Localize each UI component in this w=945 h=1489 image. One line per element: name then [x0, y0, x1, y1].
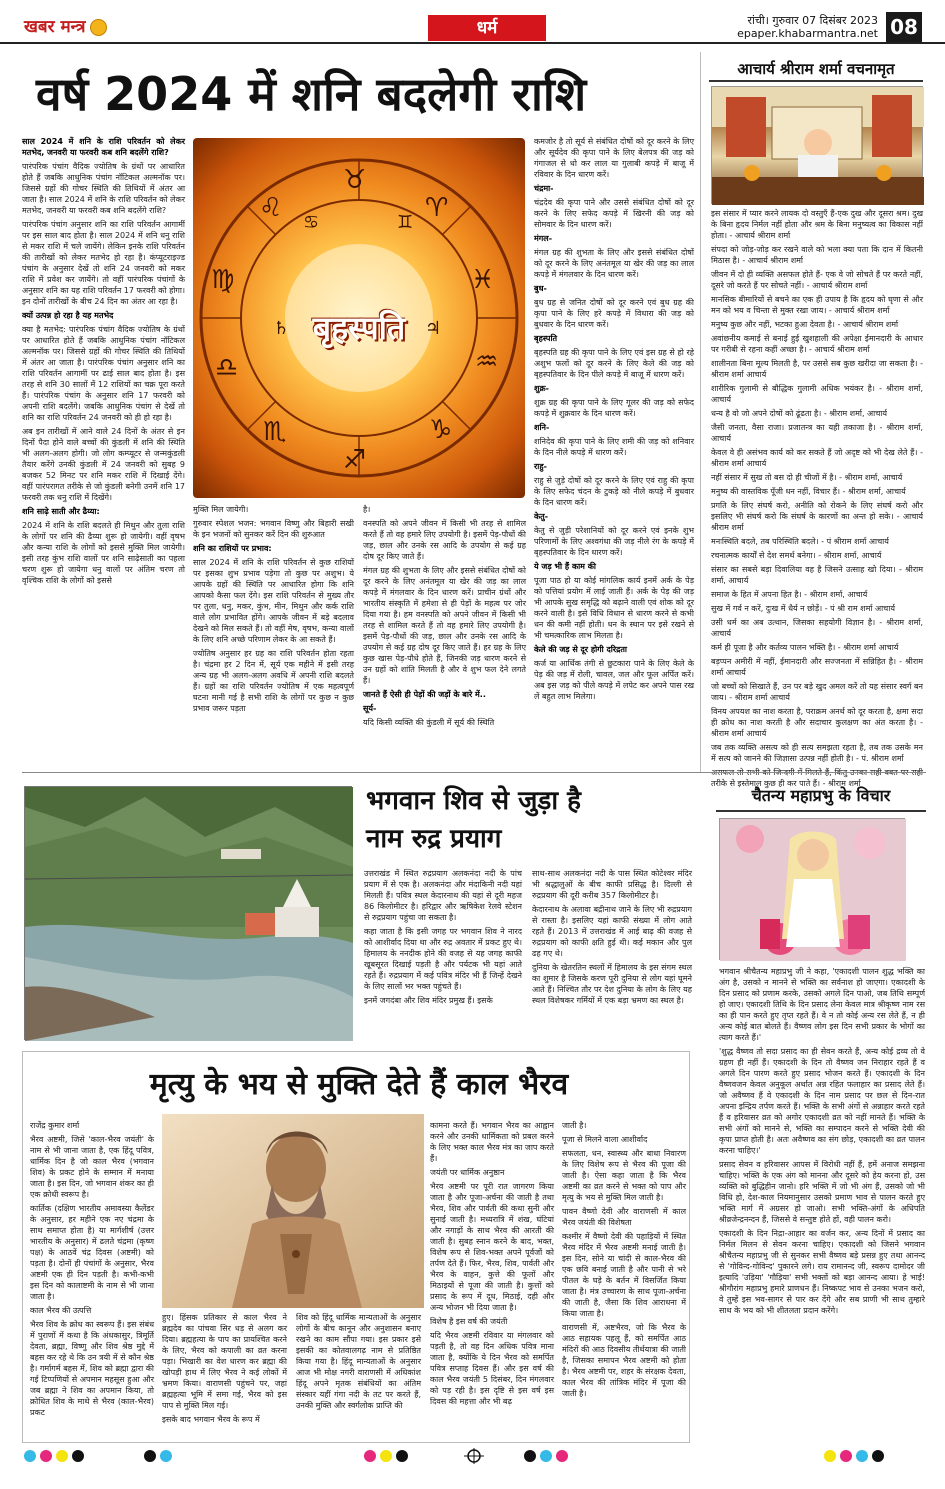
- paragraph: वनस्पति को अपने जीवन में किसी भी तरह से शामिल करते हैं तो वह हमारे लिए उपयोगी है। इसमें पेड़-पौधों की जड़, छाल और उनके रस आदि के उपयोग से कई ग्रह दोष दूर किए जाते हैं।: [363, 519, 526, 561]
- paragraph: कर्म ही पूजा है और कर्तव्य पालन भक्ति है। - श्रीराम शर्मा आचार्य: [711, 643, 899, 652]
- paragraph: इसके बाद भगवान भैरव के रूप में: [162, 1415, 260, 1424]
- subheading: ये जड़ भी हैं काम की: [534, 562, 596, 571]
- paragraph: भैरव शिव के क्रोध का स्वरूप हैं। इस संबंध में पुराणों में कथा है कि अंधकासुर, त्रिमूर्ति देवता, ब्रह्मा, विष्णु और शिव श्रेष्ठ मुद्दे में बहस कर रहे थे कि उन त्रयी में से कौन श्रेष्ठ है। गर्मागर्म बहस में, शिव को ब्रह्मा द्वारा की गई टिप्पणियों से अपमान महसूस हुआ और जब ब्रह्मा ने शिव का अपमान किया, तो क्रोधित शिव के माथे से भैरव (काल-भैरव) प्रकट: [30, 1320, 154, 1417]
- paragraph: यदि भैरव अष्टमी रविवार या मंगलवार को पड़ती है, तो वह दिन अधिक पवित्र माना जाता है, क्योंकि ये दिन भैरव को समर्पित पवित्र सप्ताह दिवस हैं। और इस वर्ष की काल भैरव जयंती 5 दिसंबर, दिन मंगलवार को पड़ रही है। इस दृष्टि से इस वर्ष इस दिवस की महत्ता और भी बढ़: [430, 1331, 554, 1406]
- paragraph: साथ-साथ अलकनंदा नदी के पास स्थित कोटेश्वर मंदिर भी श्रद्धालुओं के बीच काफी प्रसिद्ध है। दिल्ली से रुद्रप्रयाग की दूरी करीब 357 किलोमीटर है।: [532, 869, 692, 900]
- paragraph: कहा जाता है कि इसी जगह पर भगवान शिव ने नारद को आशीर्वाद दिया था और रुद्र अवतार में प्रकट हुए थे। हिमालय के ननदीक होने की वजह से यह जगह काफी खूबसूरत दिखाई पड़ती है और पर्यटक भी यहां आते रहते हैं। रुद्रप्रयाग में कई पवित्र मंदिर भी हैं जिन्हें देखने के लिए सालों भर भक्त पहुंचते हैं।: [364, 927, 522, 991]
- subheading: साल 2024 में शनि के राशि परिवर्तन को लेकर मतभेद, जनवरी या फरवरी कब शनि बदलेंगे राशि?: [22, 137, 185, 157]
- magenta-dot: [556, 1450, 568, 1462]
- zodiac-wheel-image: [193, 138, 525, 498]
- subheading: शनि-: [534, 423, 550, 432]
- paragraph: सफलता, धन, स्वास्थ्य और बाधा निवारण के लिए विशेष रूप से भैरव की पूजा की जाती है। ऐसा कहा जाता है कि भैरव अष्टमी का व्रत करने से भक्त को पाप और मृत्यु के भय से मुक्ति मिल जाती है।: [562, 1149, 686, 1202]
- paragraph: केदारनाथ के अलावा बद्रीनाथ जाने के लिए भी रुद्रप्रयाग से रास्ता है। इसलिए यहां काफी संख्या में लोग आते रहते हैं। 2013 में उत्तराखंड में आई बाढ़ की वजह से रुद्रप्रयाग को काफी क्षति हुई थी। कई मकान और पुल ढह गए थे।: [532, 905, 692, 958]
- yellow-dot: [56, 1450, 68, 1462]
- paragraph: चंद्रदेव की कृपा पाने और उससे संबंधित दोषों को दूर करने के लिए सफेद कपड़े में खिरनी की जड़ को सोमवार के दिन धारण करें।: [534, 198, 694, 229]
- paragraph: पूजा से मिलने वाला आशीर्वाद: [562, 1135, 648, 1144]
- subheading: जानते हैं ऐसी ही पेड़ों की जड़ों के बारे में..: [363, 690, 486, 699]
- subheading: बुध-: [534, 284, 547, 293]
- dateline: [700, 14, 878, 40]
- paragraph: काल भैरव की उत्पत्ति: [30, 1306, 92, 1315]
- section-divider-1: [22, 772, 926, 773]
- chaitanya-title: चैतन्य महाप्रभु के विचार: [716, 780, 926, 812]
- paragraph: संसार का सबसे बड़ा दिवालिया वह है जिसने उत्साह खो दिया। - श्रीराम शर्मा, आचार्य: [711, 565, 923, 585]
- logo-text: खबर मन्त्र: [24, 17, 86, 37]
- paragraph: जो बच्चों को सिखाते हैं, उन पर बड़े खुद अमल करें तो यह संसार स्वर्ग बन जाय। - श्रीराम शर्मा आचार्य: [711, 682, 923, 702]
- paragraph: रचनात्मक कार्यों से देश समर्थ बनेगा। - श्रीराम शर्मा, आचार्य: [711, 551, 882, 560]
- paragraph: जीवन में दो ही व्यक्ति असफल होते हैं- एक वे जो सोचते हैं पर करते नहीं, दूसरे जो करते हैं पर सोचते नहीं। - आचार्य श्रीराम शर्मा: [711, 270, 923, 290]
- paragraph: कामना करते हैं। भगवान भैरव का आह्वान करने और उनकी धार्मिकता को प्रबल करने के लिए भक्त काल भैरव मंत्र का जाप करते हैं।: [430, 1121, 554, 1163]
- paragraph: प्रसाद सेवन व हरिवासर आपस में विरोधी नहीं हैं, हमें अनाज समझना चाहिए। भक्ति के एक अंग को मानना और दूसरे को हेय करना हो, उस व्यक्ति को बुद्धिहीन जानो। हरि भक्ति में जो भी अंग हैं, उसको जो भी विधि हो, देश-काल नियमानुसार उसको प्रमाण भाव से पालन करते हुए भक्ति मार्ग में अग्रसर हो जाओ। सभी भक्ति-अंगों के अधिपति श्रीव्रजेन्द्रनन्दन हैं, जिससे वे सन्तुष्ट होते हों, वही पालन करो।: [719, 1160, 925, 1224]
- paragraph: राजेंद्र कुमार शर्मा: [30, 1121, 80, 1130]
- paragraph: बृहस्पति ग्रह की कृपा पाने के लिए एवं इस ग्रह से हो रहे अशुभ फलों को दूर करने के लिए केले की जड़ को बृहस्पतिवार के दिन पीले कपड़े में बाजू में धारण करें।: [534, 348, 694, 379]
- paragraph: नहीं संसार में सुख तो बस दो ही चीजों में है। - श्रीराम शर्मा, आचार्य: [711, 473, 903, 482]
- shiv-column-1: [364, 868, 522, 1036]
- subheading: सूर्य-: [363, 704, 377, 713]
- logo-badge-icon: [90, 19, 107, 36]
- paragraph: 2024 में शनि के राशि बदलते ही मिथुन और तुला राशि के लोगों पर शनि की ढैय्या शुरू हो जायेगी। वहीं वृषभ और कन्या राशि के लोगों को इससे मुक्ति मिल जायेगी। इसी तरह कुंभ राशि वालों पर शनि साढ़ेसाती का पहला चरण शुरू हो जायेगा धनु वालों पर अंतिम चरण तो वृश्चिक राशि के लोगों को इससे: [22, 521, 185, 585]
- chaitanya-photo: [719, 818, 905, 960]
- black-dot: [872, 1450, 884, 1462]
- subheading: केले की जड़ से दूर होगी दरिद्रता: [534, 645, 628, 654]
- kaal-column-2: [162, 1312, 287, 1438]
- newspaper-logo[interactable]: [24, 14, 107, 37]
- paragraph: उसी धर्म का अब उत्थान, जिसका सहयोगी विज्ञान है। - श्रीराम शर्मा, आचार्य: [711, 618, 923, 638]
- subheading: क्यों उत्पन्न हो रहा है यह मतभेद: [22, 311, 114, 320]
- paragraph: भैरव अष्टमी पर पूरी रात जागरण किया जाता है और पूजा-अर्चना की जाती है तथा भैरव, शिव और पार्वती की कथा सुनी और सुनाई जाती है। मध्यरात्रि में शंख, घंटियां और नगाड़ों के साथ भैरव की आरती की जाती है। सुबह स्नान करने के बाद, भक्त, विशेष रूप से शिव-भक्त अपने पूर्वजों को तर्पण देते हैं। फिर, भैरव, शिव, पार्वती और भैरव के वाहन, कुत्ते की फूलों और मिठाइयों से पूजा की जाती है। कुत्तों को प्रसाद के रूप में दूध, मिठाई, दही और अन्य भोजन भी दिया जाता है।: [430, 1182, 554, 1312]
- paragraph: कर्ज या आर्थिक तंगी से छुटकारा पाने के लिए केले के पेड़ की जड़ में रोली, चावल, जल और फूल अर्पित करें। अब इस जड़ को पीले कपड़े में लपेट कर अपने पास रख लें बहुत लाभ मिलेगा।: [534, 659, 694, 701]
- paragraph: शनिदेव की कृपा पाने के लिए शमी की जड़ को शनिवार के दिन नीले कपड़े में धारण करें।: [534, 437, 694, 457]
- paragraph: जाती है।: [562, 1121, 587, 1130]
- kaal-column-3: [296, 1312, 421, 1438]
- cyan-dot: [856, 1450, 868, 1462]
- paragraph: जयंती पर धार्मिक अनुष्ठान: [430, 1168, 505, 1177]
- svg-text:♑: ♑: [429, 415, 453, 445]
- yellow-dot: [824, 1450, 836, 1462]
- paragraph: कमजोर है तो सूर्य से संबंधित दोषों को दूर करने के लिए और सूर्यदेव की कृपा पाने के लिए बेलपत्र की जड़ को गंगाजल से धो कर लाल या गुलाबी कपड़े में बाजू में रविवार के दिन धारण करें।: [534, 137, 694, 179]
- chaitanya-photo-graphic: [720, 819, 906, 961]
- paragraph: पारंपरिक पंचांग वैदिक ज्योतिष के ग्रंथों पर आधारित होते हैं जबकि आधुनिक पंचांग नॉटिकल अल्मनॉक पर। जिससे ग्रहों की गोचर स्थिति की तिथियों में अंतर आ जाता है। साल 2024 में शनि के राशि परिवर्तन को लेकर मतभेद, जनवरी या फरवरी कब शनि बदलेंगे राशि?: [22, 162, 185, 215]
- paragraph: मानसिक बीमारियों से बचने का एक ही उपाय है कि हृदय को घृणा से और मन को भय व चिन्ता से मुक्त रखा जाय। - आचार्य श्रीराम शर्मा: [711, 295, 923, 315]
- black-dot: [524, 1450, 536, 1462]
- kaal-column-4: [430, 1120, 554, 1438]
- paragraph: शारीरिक गुलामी से बौद्धिक गुलामी अधिक भयंकर है। - श्रीराम शर्मा, आचार्य: [711, 384, 923, 404]
- paragraph: हुए। हिंसक प्रतिकार से काल भैरव ने ब्रह्मदेव का पांचवा सिर धड़ से अलग कर दिया। ब्रह्महत्या के पाप का प्रायश्चित करने के लिए, भैरव को कपाली का व्रत करना पड़ा। भिखारी का वेश धारण कर ब्रह्मा की खोपड़ी हाथ में लिए भैरव ने कई लोकों में भ्रमण किया। वाराणसी पहुंचने पर, जहां ब्रह्महत्या भूमि में समा गई, भैरव को इस पाप से मुक्ति मिल गई।: [162, 1313, 287, 1410]
- lead-column-4: [534, 136, 694, 758]
- black-dot: [396, 1450, 408, 1462]
- sidebar-title: आचार्य श्रीराम शर्मा वचनामृत: [709, 56, 923, 82]
- paragraph: विशेष है इस वर्ष की जयंती: [430, 1317, 508, 1326]
- paragraph: मनःस्थिति बदले, तब परिस्थिति बदले। - पं श्रीराम शर्मा आचार्य: [711, 537, 889, 546]
- shiv-headline: [366, 782, 696, 858]
- paragraph: बुध ग्रह से जनित दोषों को दूर करने एवं बुध ग्रह की कृपा पाने के लिए हरे कपड़े में विधारा की जड़ को बुधवार के दिन धारण करें।: [534, 298, 694, 329]
- magenta-dot: [364, 1450, 376, 1462]
- paragraph: शालीनता बिना मूल्य मिलती है, पर उससे सब कुछ खरीदा जा सकता है। - श्रीराम शर्मा आचार्य: [711, 359, 923, 379]
- paragraph: कार्तिक (दक्षिण भारतीय अमावस्या कैलेंडर के अनुसार, हर महीने एक नए चंद्रमा के साथ समाप्त होता है) या मार्गशीर्ष (उत्तर भारतीय के अनुसार) में ढलते चंद्रमा (कृष्ण पक्ष) के आठवें चंद्र दिवस (अष्टमी) को पड़ता है। दोनों ही पंचांगों के अनुसार, भैरव अष्टमी एक ही दिन पड़ती है। कभी-कभी इस दिन को कालाष्टमी के नाम से भी जाना जाता है।: [30, 1204, 154, 1301]
- paragraph: पावन वैष्णो देवी और वाराणसी में काल भैरव जयंती की विशेषता: [562, 1207, 686, 1227]
- paragraph: कश्मीर में वैष्णो देवी की पहाड़ियों में स्थित भैरव मंदिर में भैरव अष्टमी मनाई जाती है। इस दिन, सोने या चांदी से काल-भैरव की एक छवि बनाई जाती है और पानी से भरे पीतल के घड़े के बर्तन में विसर्जित किया जाता है। मंत्र उच्चारण के साथ पूजा-अर्चना की जाती है, जैसा कि शिव आराधना में किया जाता है।: [562, 1232, 686, 1318]
- paragraph: अब इन तारीखों में आने वाले 24 दिनों के अंतर से इन दिनों पैदा होने वाले बच्चों की कुंडली में शनि की स्थिति भी अलग-अलग होगी। जो लोग कम्प्यूटर से जन्मकुंडली तैयार करेंगे उनकी कुंडली में 24 जनवरी को सुबह 9 बजकर 52 मिनट पर शनि मकर राशि में दिखाई देंगे। वहीं पारंपरागत तरीके से जो कुंडली बनेगी उनमें शनि 17 फरवरी तक धनु राशि में दिखेंगे।: [22, 427, 185, 502]
- cyan-dot: [540, 1450, 552, 1462]
- subheading: केतु-: [534, 512, 549, 521]
- paragraph: दुनिया के खेतरतिन स्थलों में हिमालय के इस संगम स्थल का शुमार है जिसके करण पूरी दुनिया से लोग यहां घूमने आते हैं। निश्चित तौर पर देश दुनिया के लोग के लिए यह स्थल विशेषकर गर्मियों में एक बड़ा भ्रमण का स्थल है।: [532, 963, 692, 1005]
- svg-text:♏: ♏: [263, 417, 287, 447]
- svg-text:♍: ♍: [211, 265, 235, 295]
- sadhu-photo-graphic: [162, 1114, 424, 1308]
- paragraph: साल 2024 में शनि के राशि परिवर्तन से कुछ राशियों पर इसका शुभ प्रभाव पड़ेगा तो कुछ पर अशुभ। ये आपके ग्रहों की स्थिति पर आधारित होगा कि शनि आपको कैसा फल देंगे। इस राशि परिवर्तन से मुख्य तौर पर तुला, धनु, मकर, कुंभ, मीन, मिथुन और कर्क राशि वाले लोग प्रभावित होंगे। आपके जीवन में बड़े बदलाव देखने को मिल सकते हैं। तो वहीं मेष, वृषभ, कन्या वालों के लिए शनि अच्छे परिणाम लेकर के आ सकते हैं।: [193, 558, 354, 644]
- paragraph: समाज के हित में अपना हित है। - श्रीराम शर्मा, आचार्य: [711, 590, 868, 599]
- rudraprayag-photo-graphic: [25, 787, 353, 1041]
- svg-text:♌: ♌: [259, 193, 283, 223]
- lead-column-1: [22, 136, 185, 758]
- chaitanya-text: [719, 966, 925, 1444]
- shiv-column-2: [532, 868, 692, 1036]
- svg-text:♉: ♉: [343, 165, 367, 195]
- rudraprayag-photo: [24, 786, 352, 1040]
- svg-text:♈: ♈: [425, 193, 449, 223]
- paragraph: भगवान श्रीचैतन्य महाप्रभु जी ने कहा, 'एकादशी पालन शुद्ध भक्ति का अंग है, उसको न मानने से भक्ति का सर्वनाश हो जाएगा। एकादशी के दिन प्रसाद को प्रणाम करके, उसको अगले दिन पाओ, जब तिथि सम्पूर्ण हो जाए। एकादशी तिथि के दिन प्रसाद लेना केवल मात्र श्रीकृष्ण नाम रस का ही पान करते हुए तृप्त रहते हैं। वे न तो कोई अन्य रस लेते हैं, न ही अन्य कोई बात बोलते हैं। वैष्णव लोग इस दिन सभी प्रकार के भोगों का त्याग करते हैं।': [719, 967, 925, 1042]
- acharya-photo-graphic: [712, 87, 924, 205]
- paragraph: मंगल ग्रह की शुभता के लिए और इससे संबंधित दोषों को दूर करने के लिए अनंतमूल या खेर की जड़ का लाल कपड़े में मंगलवार के दिन धारण करें। प्राचीन ग्रंथों और भारतीय संस्कृति में हमेशा से ही पेड़ों के महत्व पर जोर दिया गया है। हम वनस्पति को अपने जीवन में किसी भी तरह से शामिल करते हैं तो वह हमारे लिए उपयोगी है। इसमें पेड़-पौधों की जड़, छाल और उनके रस आदि के उपयोग से कई ग्रह दोष दूर किए जाते हैं। हर ग्रह के लिए कुछ खास पेड़-पौधे होते हैं, जिनकी जड़ धारण करने से उन ग्रहों को शांति मिलती है और वे शुभ फल देने लगते हैं।: [363, 566, 526, 685]
- paragraph: है।: [363, 505, 371, 514]
- svg-text:♐: ♐: [343, 445, 367, 475]
- paragraph: प्रगति के लिए संघर्ष करो, अनीति को रोकने के लिए संघर्ष करो और इसलिए भी संघर्ष करो कि संघर्ष के कारणों का अन्त हो सके। - आचार्य श्रीराम शर्मा: [711, 501, 923, 532]
- paragraph: राहु से जुड़े दोषों को दूर करने के लिए एवं राहु की कृपा के लिए सफेद चंदन के टुकड़े को नीले कपड़े में बुधवार के दिन धारण करें।: [534, 476, 694, 507]
- paragraph: मंगल ग्रह की शुभता के लिए और इससे संबंधित दोषों को दूर करने के लिए अनंतमूल या खेर की जड़ का लाल कपड़े में मंगलवार के दिन धारण करें।: [534, 248, 694, 279]
- shiv-headline-line-1: भगवान शिव से जुड़ा है: [366, 786, 581, 816]
- paragraph: ज्योतिष अनुसार हर ग्रह का राशि परिवर्तन होता रहता है। चंद्रमा हर 2 दिन में, सूर्य एक महीने में इसी तरह अन्य ग्रह भी अलग-अलग अवधि में अपनी राशि बदलते हैं। ग्रहों का राशि परिवर्तन ज्योतिष में एक महत्वपूर्ण घटना मानी गई है सभी राशि के लोगों पर कुछ न कुछ प्रभाव जरूर पड़ता: [193, 649, 354, 713]
- brihaspati-label: बृहस्पति: [312, 309, 406, 347]
- svg-text:♋: ♋: [303, 212, 320, 233]
- svg-text:♒: ♒: [475, 347, 499, 377]
- paragraph: पूजा पाठ हो या कोई मांगलिक कार्य इनमें अर्क के पेड़ को पत्तियां प्रयोग में लाई जाती हैं। अर्क के पेड़ की जड़ भी आपके सुख समृद्धि को बढ़ाने वाली एवं शोक को दूर करने वाली है। इसे विधि विधान से धारण करने से कभी धन की कमी नहीं होती। धन के स्थान पर इसे रखने से भी चमत्कारिक लाभ मिलता है।: [534, 576, 694, 640]
- acharya-photo: [711, 86, 923, 204]
- paragraph: इस संसार में प्यार करने लायक दो वस्तुएँ हैं-एक दुख और दूसरा श्रम। दुख के बिना हृदय निर्मल नहीं होता और श्रम के बिना मनुष्यत्व का विकास नहीं होता। - आचार्य श्रीराम शर्मा: [711, 209, 923, 240]
- print-registration-marks: [24, 1448, 924, 1464]
- paragraph: संपदा को जोड़-जोड़ कर रखने वाले को भला क्या पता कि दान में कितनी मिठास है। - आचार्य श्रीराम शर्मा: [711, 245, 923, 265]
- paragraph: अवांछनीय कमाई से बनाई हुई खुशहाली की अपेक्षा ईमानदारी के आधार पर गरीबी से रहना कहीं अच्छा है। - आचार्य श्रीराम शर्मा: [711, 334, 923, 354]
- paragraph: बड़प्पन अमीरी में नहीं, ईमानदारी और सज्जनता में सन्निहित है। - श्रीराम शर्मा आचार्य: [711, 657, 923, 677]
- paragraph: विनय अपयश का नाश करता है, पराक्रम अनर्थ को दूर करता है, क्षमा सदा ही क्रोध का नाश करती है और सदाचार कुलक्षण का अंत करता है। - श्रीराम शर्मा आचार्य: [711, 707, 923, 738]
- paragraph: धन्य है वो जो अपने दोषों को ढूंढता है। - श्रीराम शर्मा, आचार्य: [711, 409, 888, 418]
- paragraph: केतु से जुड़ी परेशानियों को दूर करने एवं इनके शुभ परिणामों के लिए अश्वगंधा की जड़ नीले रंग के कपड़े में बृहस्पतिवार के दिन धारण करें।: [534, 526, 694, 557]
- paragraph: मनुष्य की वास्तविक पूँजी धन नहीं, विचार हैं। - श्रीराम शर्मा, आचार्य: [711, 487, 906, 496]
- paragraph: केवल वे ही असंभव कार्य को कर सकते हैं जो अदृष्ट को भी देख लेते हैं। - श्रीराम शर्मा आचार्य: [711, 448, 923, 468]
- section-tag: धर्म: [428, 15, 546, 41]
- paragraph: सुख में गर्व न करें, दुःख में धैर्य न छोड़ें। - पं श्री राम शर्मा आचार्य: [711, 604, 895, 613]
- lead-column-2: [193, 504, 354, 758]
- subheading: राहु-: [534, 462, 547, 471]
- subheading: शनि का राशियों पर प्रभाव:: [193, 544, 272, 553]
- paragraph: जब तक व्यक्ति असत्य को ही सत्य समझता रहता है, तब तक उसके मन में सत्य को जानने की जिज्ञासा उत्पन्न नहीं होती है। - पं. श्रीराम शर्मा: [711, 743, 923, 763]
- subheading: मंगल-: [534, 234, 553, 243]
- cyan-dot: [160, 1450, 172, 1462]
- masthead: [0, 0, 945, 44]
- site-link[interactable]: epaper.khabarmantra.net: [737, 27, 878, 40]
- paragraph: भैरव अष्टमी, जिसे 'काल-भैरव जयंती' के नाम से भी जाना जाता है, एक हिंदू पवित्र, धार्मिक दिन है जो काल भैरव (भगवान शिव) के प्रकट होने के सम्मान में मनाया जाता है। इस दिन, जो भगवान शंकर का ही एक क्रोधी स्वरूप है।: [30, 1135, 154, 1199]
- magenta-dot: [840, 1450, 852, 1462]
- paragraph: वाराणसी में, अष्टभैरव, जो कि भैरव के आठ सहायक पहलू हैं, को समर्पित आठ मंदिरों की आठ दिवसीय तीर्थयात्रा की जाती है, जिसका समापन भैरव अष्टमी को होता है। भैरव अष्टमी पर, शहर के संरक्षक देवता, काल भैरव की तांत्रिक मंदिर में पूजा की जाती है।: [562, 1323, 686, 1398]
- black-dot: [72, 1450, 84, 1462]
- sidebar-divider: [700, 52, 701, 772]
- lead-headline: वर्ष 2024 में शनि बदलेगी राशि: [36, 67, 587, 121]
- sadhu-photo: [162, 1114, 424, 1308]
- page-number: 08: [886, 12, 922, 42]
- svg-text:♄: ♄: [273, 318, 290, 339]
- date-text: रांची। गुरुवार 07 दिसंबर 2023: [747, 14, 878, 27]
- paragraph: गुरुवार स्पेशल भजन: भगवान विष्णु और बिहारी सखी के इन भजनों को सुनकर करें दिन की शुरुआत: [193, 519, 354, 539]
- paragraph: 'शुद्ध वैष्णव तो सदा प्रसाद का ही सेवन करते हैं, अन्य कोई द्रव्य तो वे ग्रहण ही नहीं हैं। एकादशी के दिन तो वैष्णव जन निराहार रहते हैं व अगले दिन पारण करते हुए प्रसाद भोजन करते हैं। एकादशी के दिन वैष्णवजन केवल अनुकूल अर्थात अन्न रहित फलाहार का प्रसाद लेते हैं। जो अवैष्णव हैं वे एकादशी के दिन नाम प्रसाद पर छल से दिन-रात अपना इन्द्रिय तर्पण करते हैं। भक्ति के सभी अंगों से अन्नाहार करते रहते हैं व हरिवासर व्रत को अगोर एकादशी व्रत को नहीं मानते हैं। भक्ति के सभी अंगों को मानने से, भक्ति का सम्पादन करने से भक्ति देवी की कृपा प्राप्त होती है। अतः अवैष्णव का संग छोड़, एकादशी का व्रत पालन करना चाहिए।': [719, 1047, 925, 1155]
- kaal-column-1: [30, 1120, 154, 1438]
- paragraph: इनमें जगदंबा और शिव मंदिर प्रमुख हैं। इसके: [364, 996, 493, 1005]
- svg-text:♎: ♎: [215, 353, 239, 383]
- paragraph: यदि किसी व्यक्ति की कुंडली में सूर्य की स्थिति: [363, 718, 495, 727]
- paragraph: तरीके से इस्तेमाल कुछ ही कर पाते हैं। - श्रीराम शर्मा: [711, 779, 861, 788]
- registration-crosshair-icon: [464, 1448, 484, 1464]
- paragraph: पारंपरिक पंचांग अनुसार शनि का राशि परिवर्तन आगामीं पर इस साल बाद होता है। साल 2024 में शनि धनु राशि से मकर राशि में चले जायेंगे। लेकिन इनके राशि परिवर्तन की तारीखों को लेकर मतभेद हो रहा है। कंप्यूटराइज्ड पंचांग के अनुसार देखें तो शनि 24 जनवरी को मकर राशि में प्रवेश कर जायेंगे। तो वहीं पारंपरिक पंचांगों के अनुसार शनि का यह राशि परिवर्तन 17 फरवरी को होगा। इन दोनों तारीखों के बीच 24 दिन का अंतर आ रहा है।: [22, 220, 185, 306]
- paragraph: शुक्र ग्रह की कृपा पाने के लिए गूलर की जड़ को सफेद कपड़े में शुक्रवार के दिन धारण करें।: [534, 398, 694, 418]
- black-dot: [144, 1450, 156, 1462]
- shiv-headline-line-2: नाम रुद्र प्रयाग: [366, 824, 502, 854]
- paragraph: उत्तराखंड में स्थित रुद्रप्रयाग अलकनंदा नदी के पांच प्रयाग में से एक है। अलकनंदा और मंदाकिनी नदी यहां मिलती हैं। पवित्र स्थल केदारनाथ की यहां से दूरी महज 86 किलोमीटर है। हरिद्वार और ऋषिकेश रेलवे स्टेशन से रुद्रप्रयाग पहुंचा जा सकता है।: [364, 869, 522, 922]
- magenta-dot: [40, 1450, 52, 1462]
- paragraph: जैसी जनता, वैसा राजा। प्रजातन्त्र का यही तकाजा है। - श्रीराम शर्मा, आचार्य: [711, 423, 923, 443]
- lead-column-3: [363, 504, 526, 758]
- subheading: शनि साढ़े साती और ढैय्या:: [22, 507, 100, 516]
- svg-text:♓: ♓: [471, 265, 495, 295]
- subheading: बृहस्पति: [534, 334, 558, 343]
- subheading: चंद्रमा-: [534, 184, 554, 193]
- sidebar-quotes: [711, 208, 923, 788]
- paragraph: एकादशी के दिन निद्रा-आहार का वर्जन कर, अन्य दिनों में प्रसाद का निर्मल मिलन से सेवन करना चाहिए। एकादशी को जिसने भगवान श्रीचैतन्य महाप्रभु जी से सुनकर सभी वैष्णव बड़े प्रसन्न हुए तथा आनन्द से 'गोविन्द-गोविन्द' पुकारने लगे। राय रामानन्द जी, स्वरूप दामोदर जी इत्यादि 'उड़िया' 'गौड़िया' सभी भक्तों को बड़ा आनन्द आया। हे भाई! श्रीगौरांग महाप्रभु हमारे प्राणधन हैं। निष्कपट भाव से उनका भजन करो, वे तुम्हें इस भव-सागर से पार कर देंगे और सब प्राणी भी साथ तुम्हारे साथ के भय को भी शीतलता प्रदान करेंगे।: [719, 1229, 925, 1315]
- paragraph: शिव को हिंदू धार्मिक मान्यताओं के अनुसार लोगों के बीच कानून और अनुशासन बनाए रखने का काम सौंपा गया। इस प्रकार इसे इसकी का कोतवालगढ़ नाम से प्रतिष्ठित किया गया है। हिंदू मान्यताओं के अनुसार आज भी मोक्ष नगरी वाराणसी में अधिकांश हिंदू अपने मृतक संबंधियों का अंतिम संस्कार यहीं गंगा नदी के तट पर करते हैं, उनकी मुक्ति और स्वर्गलोक प्राप्ति की: [296, 1313, 421, 1410]
- cyan-dot: [24, 1450, 36, 1462]
- svg-text:♃: ♃: [425, 318, 442, 339]
- paragraph: मनुष्य कुछ और नहीं, भटका हुआ देवता है। - आचार्य श्रीराम शर्मा: [711, 320, 899, 329]
- kaal-headline: मृत्यु के भय से मुक्ति देते हैं काल भैरव: [149, 1067, 569, 1102]
- yellow-dot: [380, 1450, 392, 1462]
- subheading: शुक्र-: [534, 384, 549, 393]
- kaal-column-5: [562, 1120, 686, 1438]
- paragraph: क्या है मतभेद: पारंपरिक पंचांग वैदिक ज्योतिष के ग्रंथों पर आधारित होते हैं जबकि आधुनिक पंचांग नॉटिकल अल्मनॉक पर। जिससे ग्रहों की गोचर स्थिति की तिथियों में अंतर आ जाता है। पारंपरिक पंचांग अनुसार शनि का राशि परिवर्तन आगामीं पर ढाई साल बाद होता है। इस तरह से शनि 30 सालों में 12 राशियों का चक्र पूरा करते हैं। पारंपरिक पंचांग के अनुसार शनि 17 फरवरी को अपनी राशि बदलेंगे। जबकि आधुनिक पंचांग से देखें तो शनि का राशि परिवर्तन 24 जनवरी को ही हो रहा है।: [22, 325, 185, 422]
- svg-text:♊: ♊: [397, 212, 414, 233]
- paragraph: मुक्ति मिल जायेगी।: [193, 505, 249, 514]
